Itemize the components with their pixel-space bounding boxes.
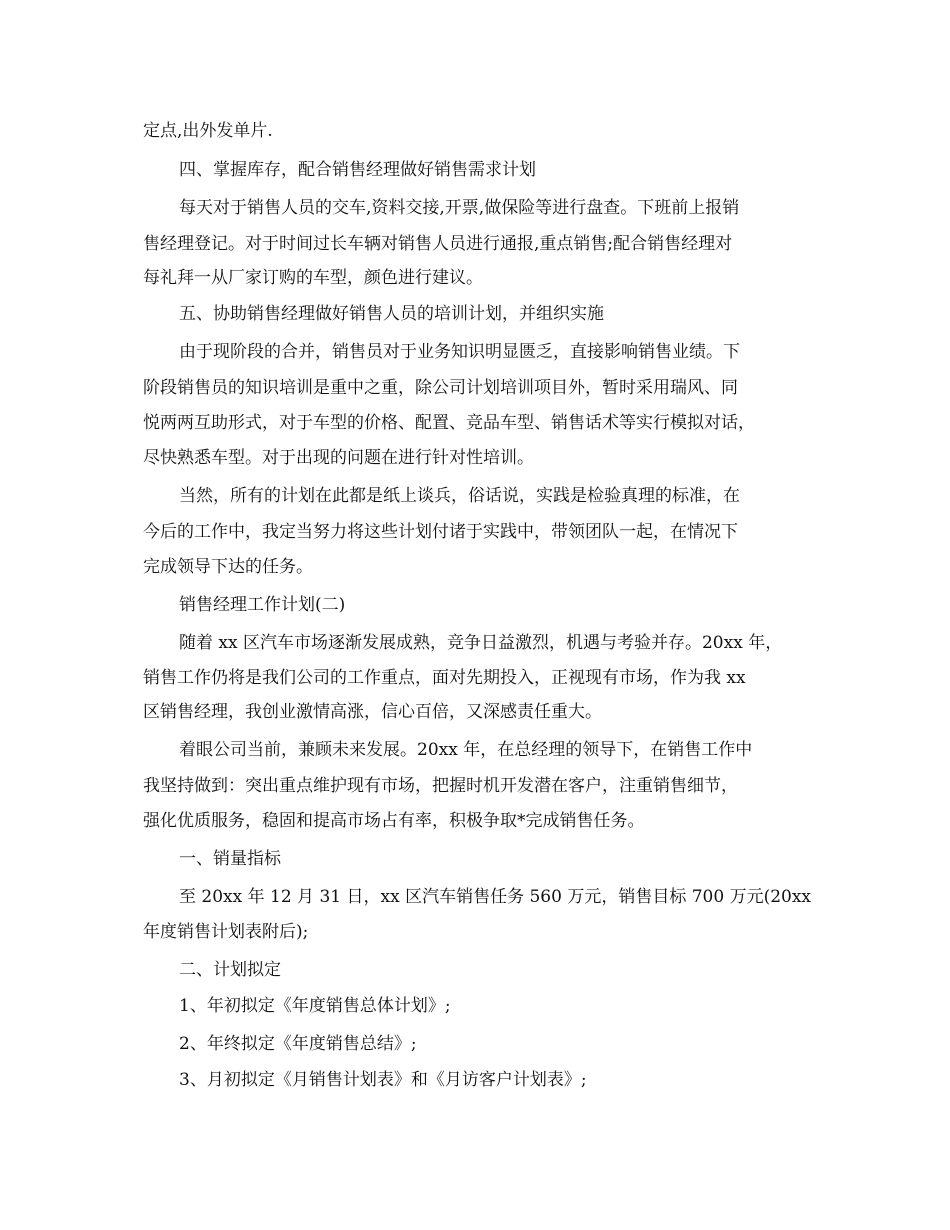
text-line: 今后的工作中，我定当努力将这些计划付诸于实践中，带领团队一起，在情况下 [143,522,738,542]
text-line: 悦两两互助形式，对于车型的价格、配置、竞品车型、销售话术等实行模拟对话， [143,413,755,433]
list-item: 3、月初拟定《月销售计划表》和《月访客户计划表》; [179,1070,587,1090]
text-line: 定点,出外发单片. [143,121,273,141]
text-line: 当然，所有的计划在此都是纸上谈兵，俗话说，实践是检验真理的标准，在 [179,486,740,506]
section-heading: 五、协助销售经理做好销售人员的培训计划，并组织实施 [179,304,604,324]
text-line: 完成领导下达的任务。 [143,557,313,577]
list-item: 2、年终拟定《年度销售总结》; [179,1034,417,1054]
text-line: 由于现阶段的合并，销售员对于业务知识明显匮乏，直接影响销售业绩。下 [179,342,740,362]
text-line: 尽快熟悉车型。对于出现的问题在进行针对性培训。 [143,448,534,468]
section-heading: 四、掌握库存，配合销售经理做好销售需求计划 [179,160,536,180]
text-line: 强化优质服务，稳固和提高市场占有率，积极争取*完成销售任务。 [143,811,645,831]
text-line: 我坚持做到：突出重点维护现有市场，把握时机开发潜在客户，注重销售细节， [143,776,738,796]
text-line: 每礼拜一从厂家订购的车型，颜色进行建议。 [143,268,483,288]
text-line: 随着 xx 区汽车市场逐渐发展成熟，竞争日益激烈，机遇与考验并存。20xx 年， [179,633,783,653]
section-heading: 一、销量指标 [179,849,281,869]
text-line: 售经理登记。对于时间过长车辆对销售人员进行通报,重点销售;配合销售经理对 [143,234,733,254]
text-line: 阶段销售员的知识培训是重中之重，除公司计划培训项目外，暂时采用瑞风、同 [143,378,738,398]
section-heading: 二、计划拟定 [179,960,281,980]
text-line: 区销售经理，我创业激情高涨，信心百倍，又深感责任重大。 [143,702,602,722]
text-line: 年度销售计划表附后); [143,922,309,942]
section-title: 销售经理工作计划(二) [179,595,346,615]
text-line: 每天对于销售人员的交车,资料交接,开票,做保险等进行盘查。下班前上报销 [179,198,740,218]
text-line: 销售工作仍将是我们公司的工作重点，面对先期投入，正视现有市场，作为我 xx [143,668,746,688]
text-line: 着眼公司当前，兼顾未来发展。20xx 年，在总经理的领导下，在销售工作中 [179,740,753,760]
list-item: 1、年初拟定《年度销售总体计划》; [179,996,451,1016]
text-line: 至 20xx 年 12 月 31 日，xx 区汽车销售任务 560 万元，销售目标 700 万元(20xx [179,887,812,907]
